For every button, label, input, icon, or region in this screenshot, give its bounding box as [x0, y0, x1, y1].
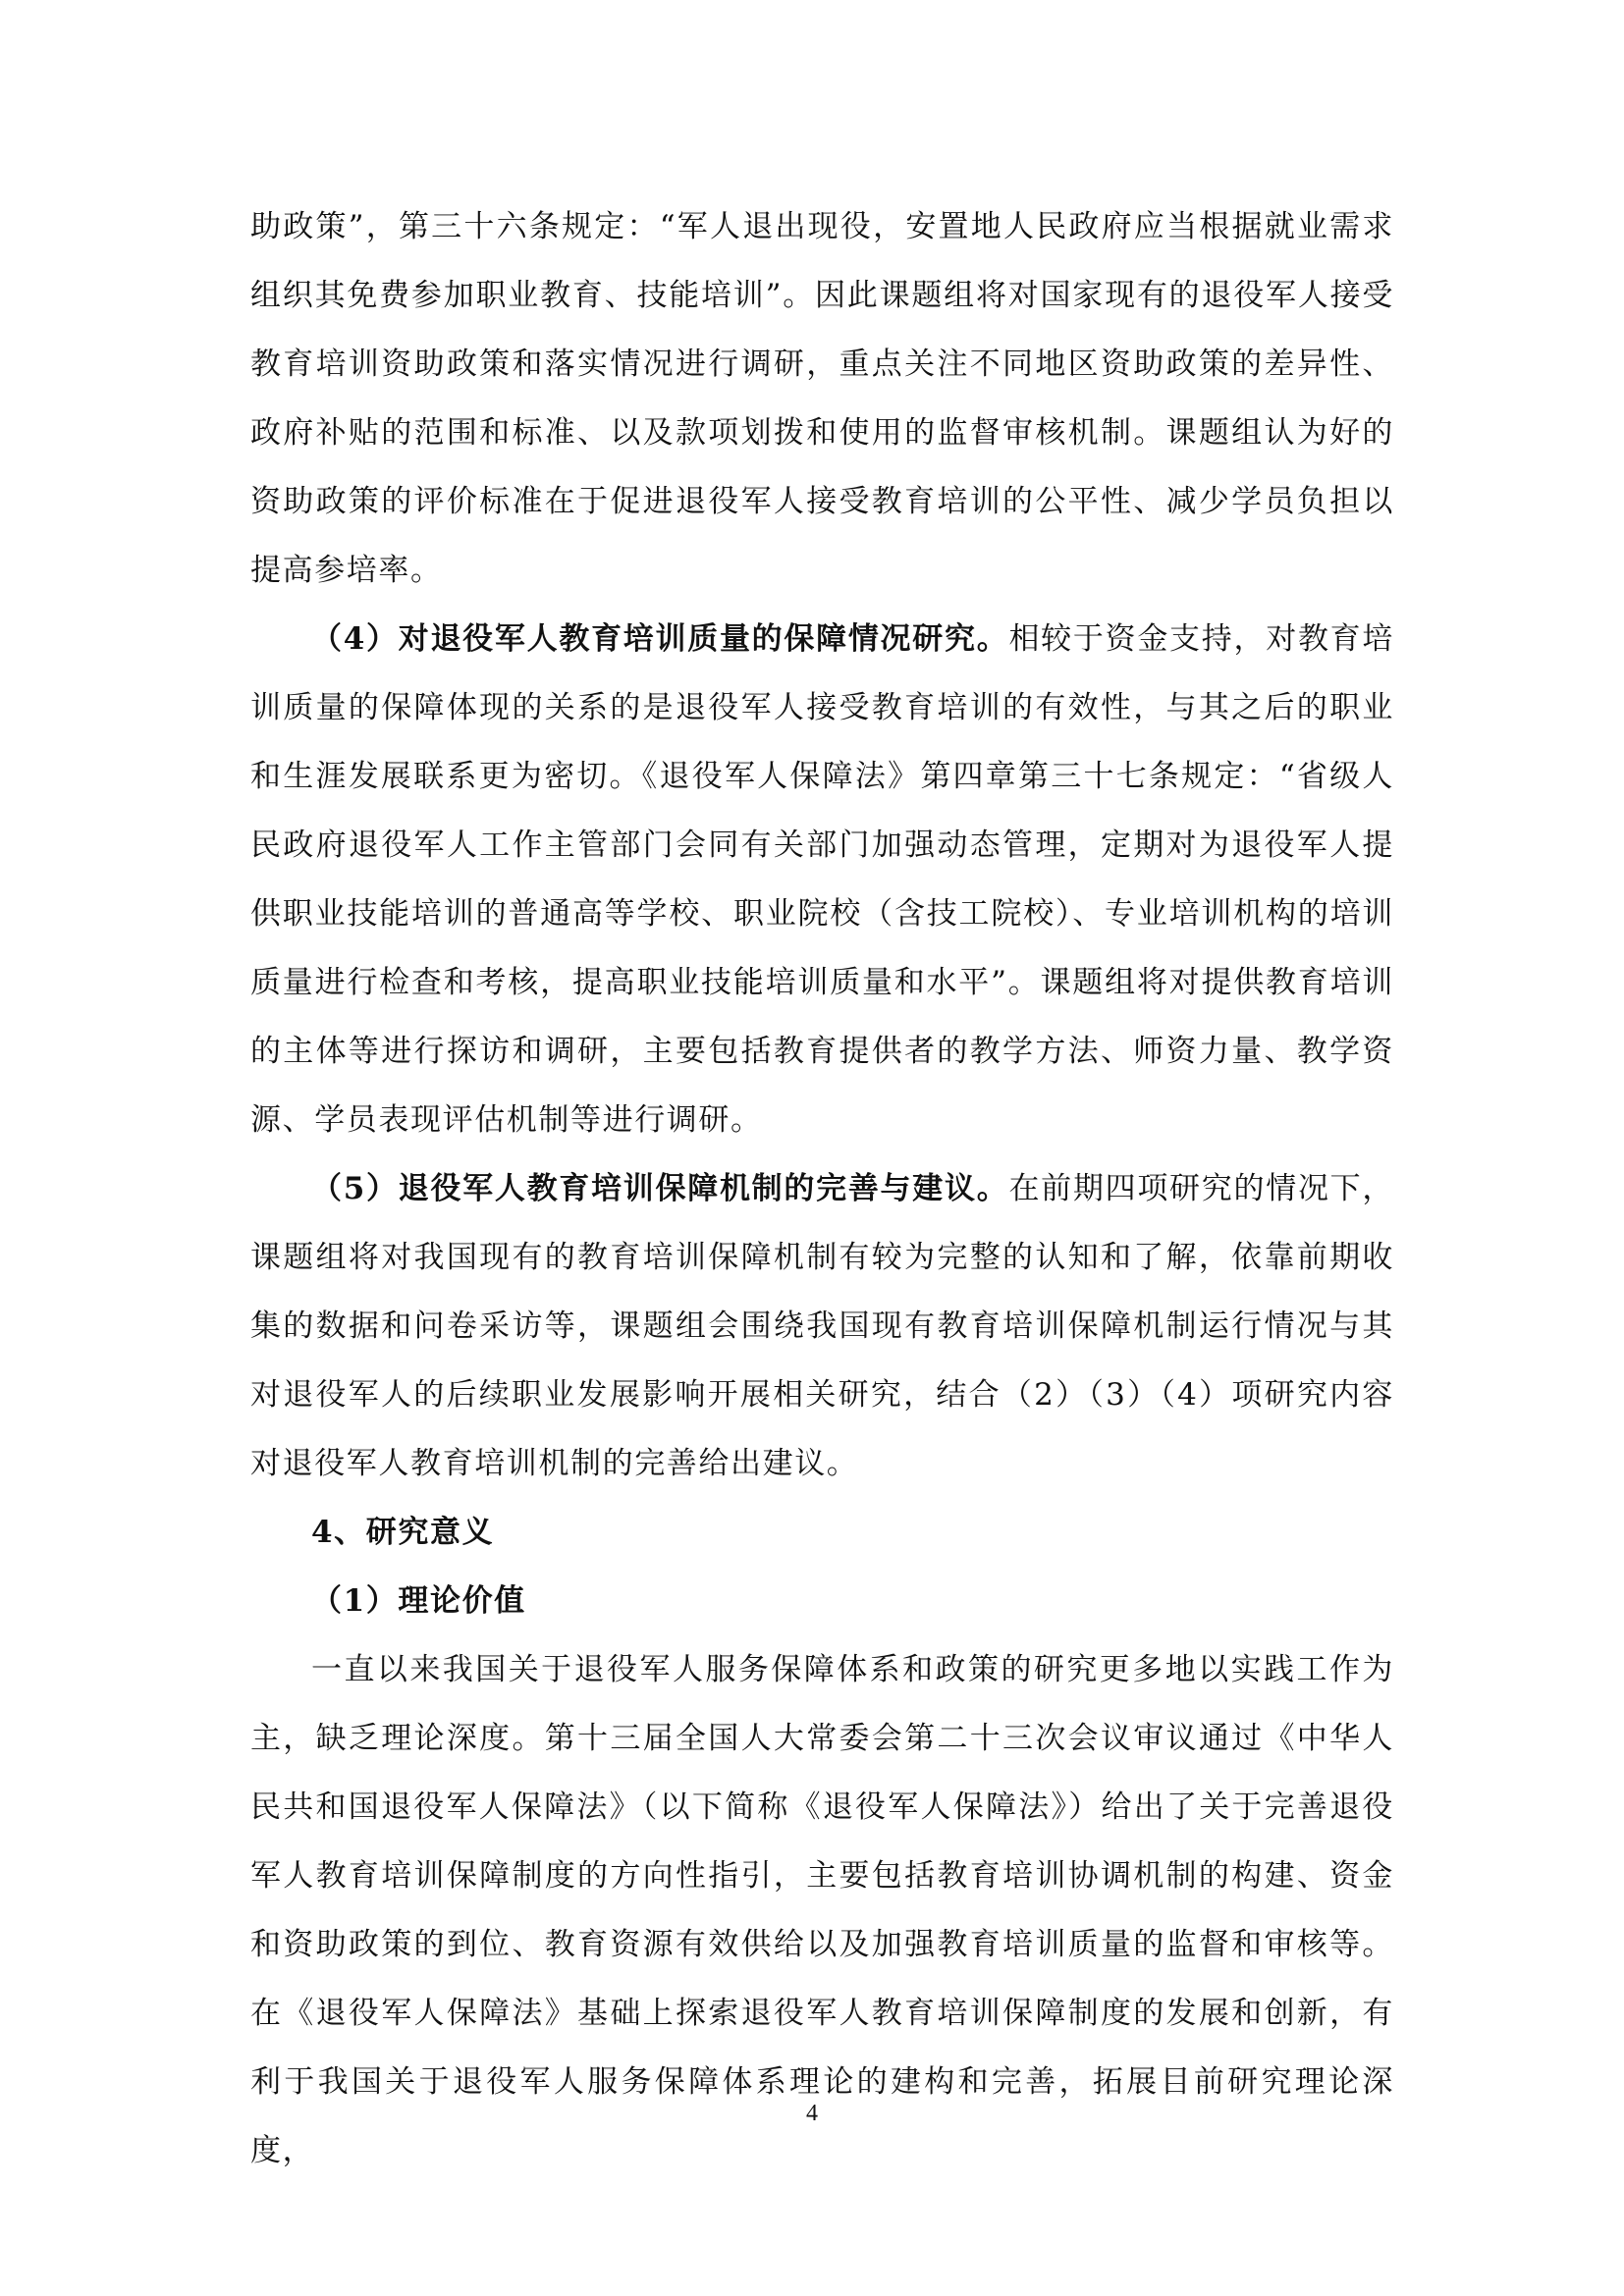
paragraph-lead-5: （5）退役军人教育培训保障机制的完善与建议。 — [311, 1171, 1009, 1206]
page-number: 4 — [806, 2101, 818, 2126]
paragraph-theoretical-value: 一直以来我国关于退役军人服务保障体系和政策的研究更多地以实践工作为主，缺乏理论深度。第十三届全国人大常委会第二十三次会议审议通过《中华人民共和国退役军人保障法》（以下简称《退役军人保障法》）给出了关于完善退役军人教育培训保障制度的方向性指引，主要包括教育培训协调机制的构建、资金和资助政策的到位、教育资源有效供给以及加强教育培训质量的监督和审核等。在《退役军人保障法》基础上探索退役军人教育培训保障制度的发展和创新，有利于我国关于退役军人服务保障体系理论的建构和完善，拓展目前研究理论深度， — [250, 1652, 1394, 2168]
subsection-heading-theoretical-value: （1）理论价值 — [311, 1583, 526, 1619]
paragraph-quality-assurance — [250, 605, 1394, 1154]
paragraph-funding-policy: 助政策”，第三十六条规定：“军人退出现役，安置地人民政府应当根据就业需求组织其免费参加职业教育、技能培训”。因此课题组将对国家现有的退役军人接受教育培训资助政策和落实情况进行调研，重点关注不同地区资助政策的差异性、政府补贴的范围和标准、以及款项划拨和使用的监督审核机制。课题组认为好的资助政策的评价标准在于促进退役军人接受教育培训的公平性、减少学员负担以提高参培率。 — [250, 209, 1394, 588]
paragraph-lead-4: （4）对退役军人教育培训质量的保障情况研究。 — [311, 621, 1009, 657]
section-heading-research-significance: 4、研究意义 — [311, 1515, 495, 1550]
paragraph-body-4: 相较于资金支持，对教育培训质量的保障体现的关系的是退役军人接受教育培训的有效性，与其之后的职业和生涯发展联系更为密切。《退役军人保障法》第四章第三十七条规定：“省级人民政府退役军人工作主管部门会同有关部门加强动态管理，定期对为退役军人提供职业技能培训的普通高等学校、职业院校（含技工院校）、专业培训机构的培训质量进行检查和考核，提高职业技能培训质量和水平”。课题组将对提供教育培训的主体等进行探访和调研，主要包括教育提供者的教学方法、师资力量、教学资源、学员表现评估机制等进行调研。 — [250, 621, 1394, 1138]
paragraph-body-5: 在前期四项研究的情况下，课题组将对我国现有的教育培训保障机制有较为完整的认知和了解，依靠前期收集的数据和问卷采访等，课题组会围绕我国现有教育培训保障机制运行情况与其对退役军人的后续职业发展影响开展相关研究，结合（2）（3）（4）项研究内容对退役军人教育培训机制的完善给出建议。 — [250, 1171, 1394, 1481]
paragraph-mechanism-improvement — [250, 1154, 1394, 1498]
